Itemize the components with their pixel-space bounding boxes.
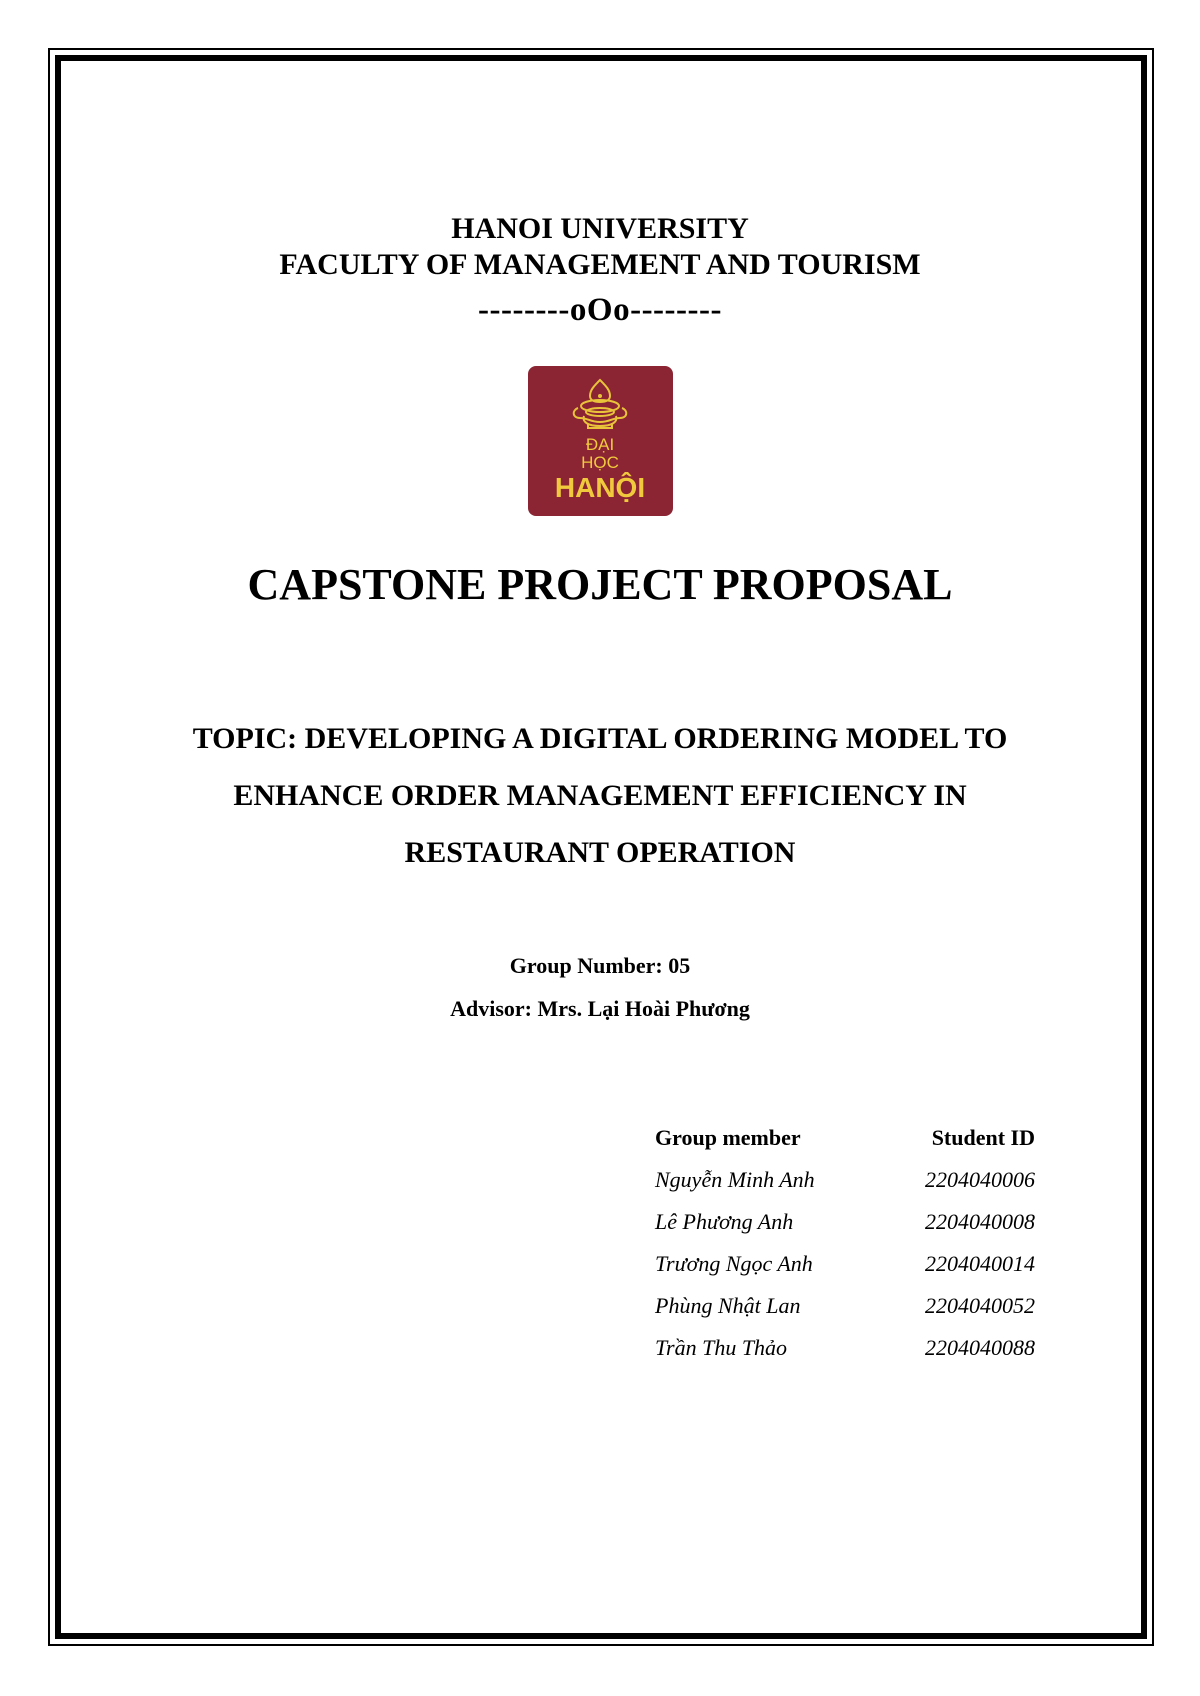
student-id: 2204040006 [925,1167,1035,1192]
student-id: 2204040008 [925,1209,1035,1234]
table-row [655,1159,1035,1201]
table-row [655,1201,1035,1243]
topic-line: RESTAURANT OPERATION [404,836,796,869]
student-id: 2204040014 [925,1251,1035,1276]
logo-text-line3: HANỘI [554,472,646,503]
logo-text-line2: HỌC [581,453,619,472]
logo-text-line1: ĐẠI [585,435,615,454]
university-name: HANOI UNIVERSITY [451,212,749,245]
member-name: Phùng Nhật Lan [655,1293,801,1318]
topic-line: TOPIC: DEVELOPING A DIGITAL ORDERING MODEL TO [192,722,1008,755]
table-row [655,1243,1035,1285]
document-title: CAPSTONE PROJECT PROPOSAL [247,560,953,609]
advisor-name: Advisor: Mrs. Lại Hoài Phương [450,996,750,1021]
student-id: 2204040052 [925,1293,1035,1318]
member-name: Nguyễn Minh Anh [655,1167,815,1192]
faculty-name: FACULTY OF MANAGEMENT AND TOURISM [279,248,921,281]
member-name: Trương Ngọc Anh [655,1251,813,1276]
student-id: 2204040088 [925,1335,1035,1360]
topic-line: ENHANCE ORDER MANAGEMENT EFFICIENCY IN [233,779,967,812]
header-student-id: Student ID [931,1125,1035,1150]
member-name: Lê Phương Anh [655,1209,794,1234]
member-name: Trần Thu Thảo [655,1335,788,1360]
emblem-icon [528,366,673,516]
table-row [655,1327,1035,1369]
header-group-member: Group member [655,1125,801,1150]
table-row [655,1285,1035,1327]
ornament-divider: --------oOo-------- [478,292,722,328]
members-table-header [655,1117,1035,1159]
group-number: Group Number: 05 [509,953,691,978]
members-table [655,1117,1035,1369]
university-logo [528,366,673,516]
